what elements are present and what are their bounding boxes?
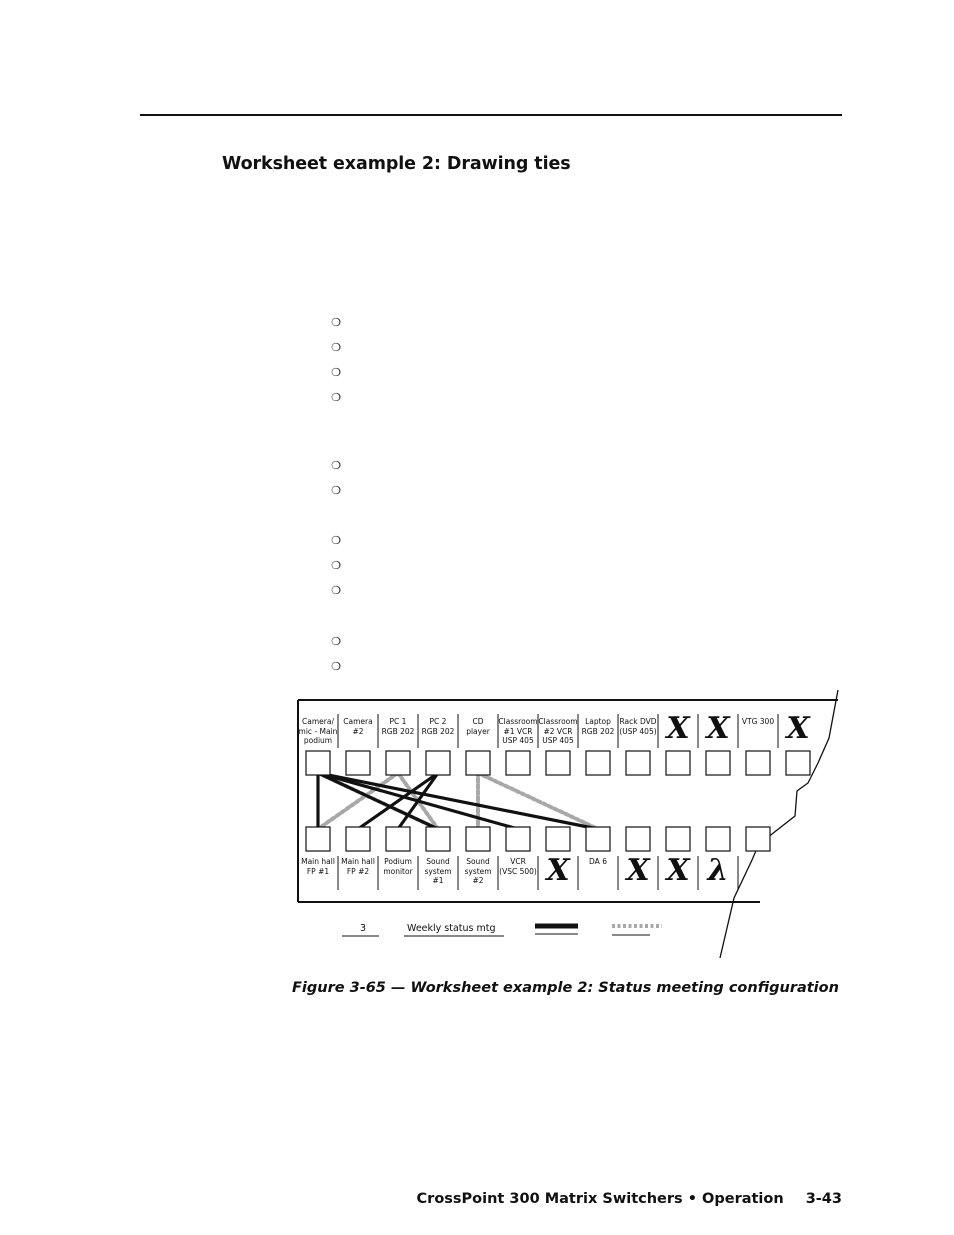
preset-number: 3 — [360, 923, 367, 934]
checklist-bullet: ❍ — [331, 559, 341, 572]
input-square — [426, 751, 450, 775]
input-square — [386, 751, 410, 775]
checklist-bullet: ❍ — [331, 635, 341, 648]
output-label: Podium monitor — [383, 857, 413, 876]
preset-name: Weekly status mtg — [407, 923, 496, 934]
input-square — [666, 751, 690, 775]
page-footer — [417, 1191, 842, 1207]
input-label: PC 1 RGB 202 — [381, 717, 415, 736]
output-square — [586, 827, 610, 851]
unused-input-mark: X — [786, 711, 810, 746]
output-square — [626, 827, 650, 851]
input-label: CD player — [466, 717, 490, 736]
checklist-bullet: ❍ — [331, 341, 341, 354]
input-square — [546, 751, 570, 775]
input-label: Camera/ mic - Main podium — [298, 717, 338, 745]
input-label: Camera #2 — [343, 717, 373, 736]
unused-input-mark: X — [666, 711, 690, 746]
output-square — [706, 827, 730, 851]
input-square — [786, 751, 810, 775]
input-square — [626, 751, 650, 775]
output-square — [466, 827, 490, 851]
footer-title: CrossPoint 300 Matrix Switchers • Operation — [416, 1191, 784, 1207]
input-label: Laptop RGB 202 — [581, 717, 615, 736]
input-square — [466, 751, 490, 775]
output-square — [306, 827, 330, 851]
input-label: Classroom #1 VCR USP 405 — [498, 717, 538, 745]
input-label: VTG 300 — [741, 717, 775, 726]
input-square — [306, 751, 330, 775]
output-label: Main hall FP #1 — [301, 857, 335, 876]
unused-output-mark: X — [666, 853, 690, 888]
input-square — [706, 751, 730, 775]
output-square — [666, 827, 690, 851]
output-square — [746, 827, 770, 851]
header-rule — [140, 114, 842, 116]
unused-output-mark: X — [626, 853, 650, 888]
output-label: Sound system #2 — [464, 857, 492, 885]
page-number: 3-43 — [805, 1191, 842, 1207]
input-label: Rack DVD (USP 405) — [619, 717, 657, 736]
output-label: DA 6 — [589, 857, 607, 866]
output-square — [346, 827, 370, 851]
input-label: PC 2 RGB 202 — [421, 717, 455, 736]
input-label: Classroom #2 VCR USP 405 — [538, 717, 578, 745]
input-square — [346, 751, 370, 775]
output-square — [506, 827, 530, 851]
unused-output-mark: λ — [707, 853, 729, 888]
input-square — [586, 751, 610, 775]
output-label: Sound system #1 — [424, 857, 452, 885]
output-square — [386, 827, 410, 851]
audio-tie-line — [478, 773, 598, 829]
unused-output-mark: X — [546, 853, 570, 888]
checklist-bullet: ❍ — [331, 316, 341, 329]
input-square — [506, 751, 530, 775]
checklist-bullet: ❍ — [331, 584, 341, 597]
unused-input-mark: X — [706, 711, 730, 746]
worksheet-figure — [290, 688, 850, 960]
output-square — [546, 827, 570, 851]
section-heading: Worksheet example 2: Drawing ties — [222, 154, 571, 174]
output-label: VCR (VSC 500) — [499, 857, 537, 876]
tie-lines — [318, 773, 598, 829]
input-square — [746, 751, 770, 775]
video-tie-line — [358, 773, 438, 829]
checklist-bullet: ❍ — [331, 391, 341, 404]
output-label: Main hall FP #2 — [341, 857, 375, 876]
checklist-bullet: ❍ — [331, 484, 341, 497]
checklist-bullet: ❍ — [331, 366, 341, 379]
checklist-bullet: ❍ — [331, 459, 341, 472]
checklist-bullet: ❍ — [331, 660, 341, 673]
output-square — [426, 827, 450, 851]
checklist-bullet: ❍ — [331, 534, 341, 547]
figure-caption: Figure 3-65 — Worksheet example 2: Status meeting configuration — [292, 980, 839, 996]
